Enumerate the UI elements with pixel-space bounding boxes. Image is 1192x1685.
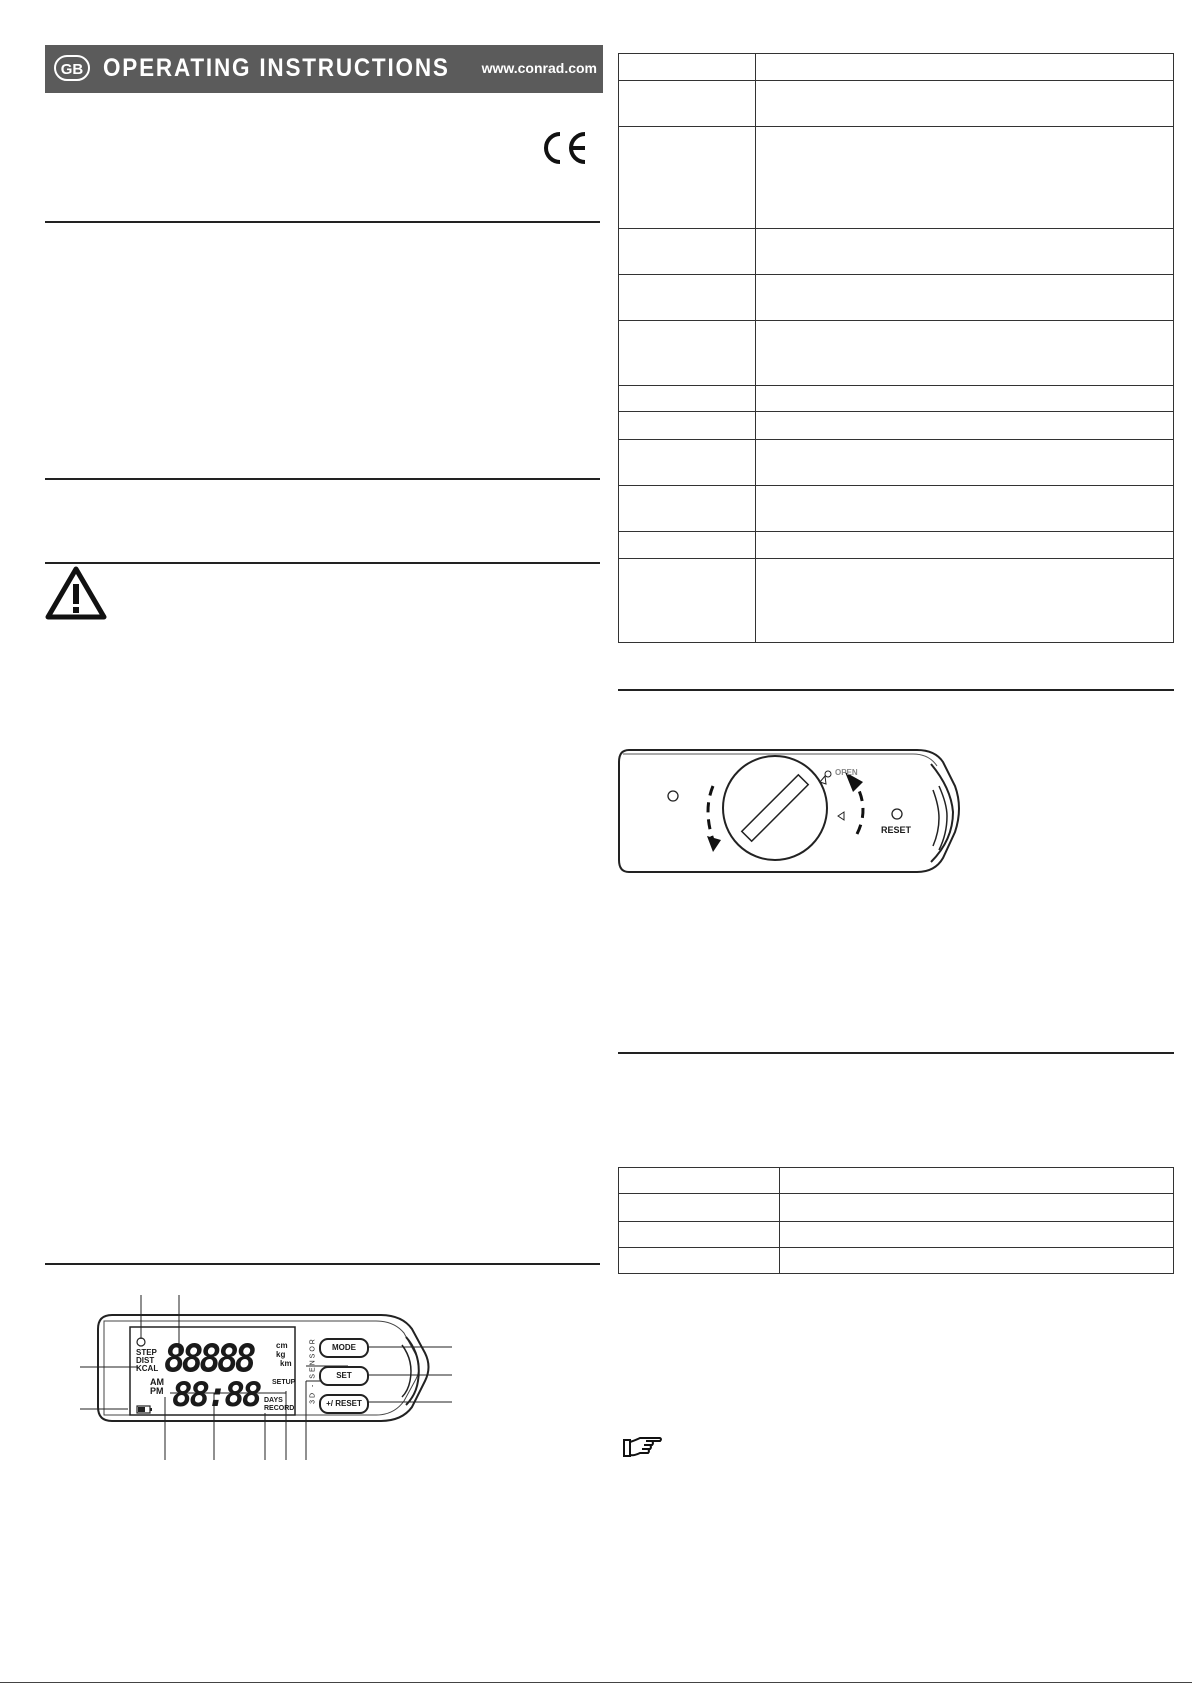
settings-table	[618, 1167, 1174, 1274]
table-cell	[780, 1194, 1174, 1222]
table-cell	[756, 386, 1174, 412]
table-cell	[756, 54, 1174, 81]
language-badge: GB	[54, 55, 90, 81]
table-cell	[619, 275, 756, 321]
alarm-icon	[137, 1338, 145, 1346]
hand-pointer-icon	[622, 1436, 664, 1460]
section-divider	[45, 1263, 600, 1265]
table-cell	[619, 532, 756, 559]
table-cell	[619, 1168, 780, 1194]
table-cell	[780, 1222, 1174, 1248]
table-cell	[619, 127, 756, 229]
section-divider	[618, 689, 1174, 691]
specification-table	[618, 53, 1174, 643]
table-cell	[780, 1248, 1174, 1274]
page-bottom-rule	[0, 1682, 1192, 1683]
label-step: STEP	[136, 1348, 157, 1357]
table-cell	[756, 559, 1174, 643]
table-cell	[619, 1194, 780, 1222]
unit-kg: kg	[276, 1350, 286, 1359]
label-pm: PM	[150, 1386, 164, 1396]
battery-compartment-diagram	[617, 748, 972, 888]
table-cell	[756, 440, 1174, 486]
table-cell	[756, 229, 1174, 275]
table-cell	[619, 412, 756, 440]
table-cell	[619, 1248, 780, 1274]
website-link[interactable]: www.conrad.com	[481, 60, 597, 76]
table-cell	[756, 275, 1174, 321]
table-cell	[756, 532, 1174, 559]
table-cell	[780, 1168, 1174, 1194]
table-cell	[619, 386, 756, 412]
table-cell	[619, 321, 756, 386]
table-cell	[619, 486, 756, 532]
table-cell	[619, 1222, 780, 1248]
label-kcal: KCAL	[136, 1364, 159, 1373]
table-cell	[619, 559, 756, 643]
reset-hole-label[interactable]: RESET	[881, 825, 912, 835]
section-divider	[45, 562, 600, 564]
table-cell	[756, 127, 1174, 229]
label-setup: SETUP	[272, 1379, 296, 1386]
unit-km: km	[280, 1359, 292, 1368]
label-days: DAYS	[264, 1397, 283, 1404]
ce-mark	[540, 128, 590, 168]
warning-icon	[45, 566, 107, 620]
digits-top: 88888	[164, 1337, 253, 1382]
table-cell	[756, 81, 1174, 127]
pedometer-diagram	[80, 1295, 452, 1460]
unit-cm: cm	[276, 1341, 288, 1350]
mode-button[interactable]: MODE	[332, 1343, 356, 1352]
table-cell	[756, 486, 1174, 532]
digits-bottom: 88:88	[172, 1375, 260, 1415]
section-divider	[45, 221, 600, 223]
table-cell	[619, 229, 756, 275]
set-button[interactable]: SET	[336, 1371, 352, 1380]
label-dist: DIST	[136, 1356, 155, 1365]
label-am: AM	[150, 1377, 164, 1387]
table-cell	[756, 412, 1174, 440]
section-divider	[618, 1052, 1174, 1054]
section-divider	[45, 478, 600, 480]
reset-button[interactable]: +/ RESET	[326, 1399, 362, 1408]
header-banner	[45, 45, 603, 93]
table-cell	[619, 81, 756, 127]
table-cell	[756, 321, 1174, 386]
table-cell	[619, 440, 756, 486]
label-3d-sensor: 3D - SENSOR	[309, 1337, 317, 1404]
open-label: OPEN	[835, 768, 858, 777]
table-cell	[619, 54, 756, 81]
label-record: RECORD	[264, 1405, 295, 1412]
page-title: OPERATING INSTRUCTIONS	[103, 54, 450, 82]
